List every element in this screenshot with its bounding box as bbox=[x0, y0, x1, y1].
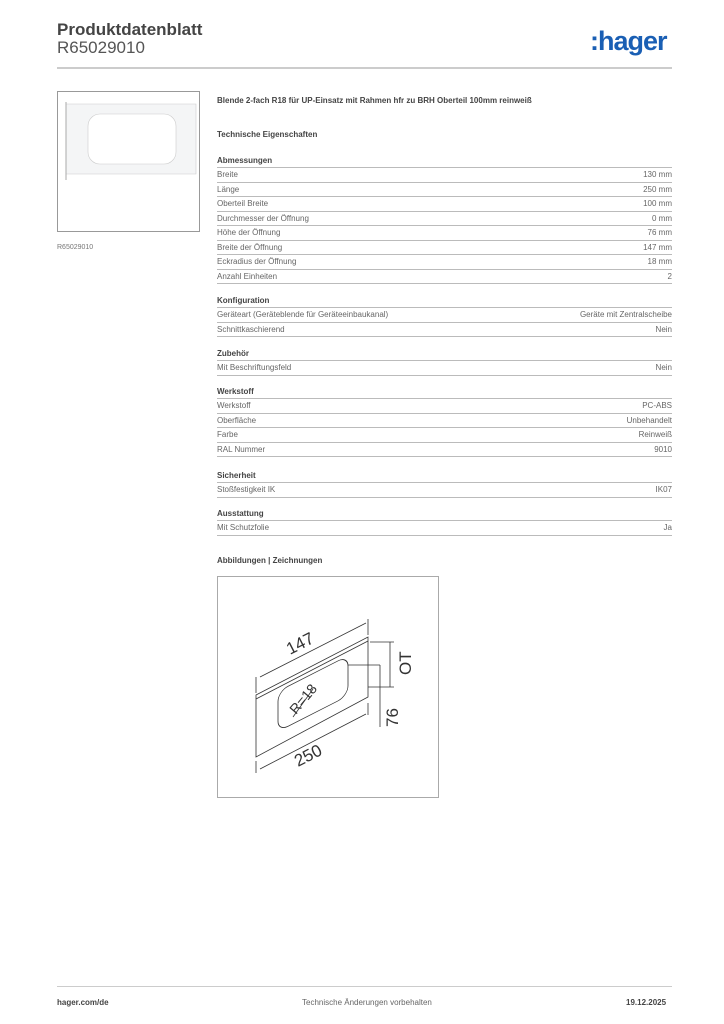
property-row bbox=[217, 414, 672, 429]
property-row bbox=[217, 443, 672, 458]
dim-width: 147 bbox=[283, 628, 318, 659]
property-value: 147 mm bbox=[643, 242, 672, 252]
property-value: 18 mm bbox=[647, 257, 672, 266]
figures-heading: Abbildungen | Zeichnungen bbox=[217, 556, 323, 565]
property-value: Reinweiß bbox=[638, 430, 672, 439]
property-label: Werkstoff bbox=[217, 401, 251, 410]
property-label: Breite der Öffnung bbox=[217, 242, 283, 252]
footer-date: 19.12.2025 bbox=[626, 998, 667, 1007]
section-heading: Abmessungen bbox=[217, 154, 672, 168]
property-value: PC-ABS bbox=[642, 401, 672, 410]
property-label: Länge bbox=[217, 184, 240, 194]
section-heading: Zubehör bbox=[217, 347, 672, 361]
property-row bbox=[217, 270, 672, 285]
property-value: 76 mm bbox=[647, 228, 672, 237]
property-value: Unbehandelt bbox=[626, 415, 672, 425]
tech-heading: Technische Eigenschaften bbox=[217, 130, 318, 139]
section-sicherheit bbox=[217, 469, 672, 498]
property-row bbox=[217, 399, 672, 414]
image-caption: R65029010 bbox=[57, 244, 94, 251]
property-row bbox=[217, 308, 672, 323]
property-label: Stoßfestigkeit IK bbox=[217, 485, 276, 494]
property-value: Ja bbox=[663, 523, 672, 532]
section-werkstoff bbox=[217, 385, 672, 457]
property-row bbox=[217, 255, 672, 270]
product-image bbox=[57, 91, 200, 232]
header-divider bbox=[57, 67, 672, 69]
property-label: Durchmesser der Öffnung bbox=[217, 213, 309, 223]
property-row bbox=[217, 241, 672, 256]
property-label: Geräteart (Geräteblende für Geräteeinbaukanal) bbox=[217, 310, 389, 319]
footer-disclaimer: Technische Änderungen vorbehalten bbox=[302, 998, 432, 1007]
hager-logo: :hager bbox=[590, 26, 667, 56]
property-row bbox=[217, 183, 672, 198]
dim-radius: R=18 bbox=[286, 680, 321, 717]
footer-website-link[interactable]: hager.com/de bbox=[57, 998, 109, 1007]
property-value: 130 mm bbox=[643, 170, 672, 179]
section-zubehör bbox=[217, 347, 672, 376]
section-konfiguration bbox=[217, 294, 672, 337]
logo-text: hager bbox=[598, 26, 667, 56]
section-ausstattung bbox=[217, 507, 672, 536]
section-abmessungen bbox=[217, 154, 672, 284]
footer-divider bbox=[57, 986, 672, 987]
property-label: Schnittkaschierend bbox=[217, 324, 285, 334]
property-row bbox=[217, 226, 672, 241]
property-value: 250 mm bbox=[643, 184, 672, 194]
property-label: RAL Nummer bbox=[217, 444, 266, 454]
property-row bbox=[217, 483, 672, 498]
property-value: Nein bbox=[655, 324, 672, 334]
product-title: Blende 2-fach R18 für UP-Einsatz mit Rahmen hfr zu BRH Oberteil 100mm reinweiß bbox=[217, 96, 532, 105]
property-row bbox=[217, 197, 672, 212]
property-row bbox=[217, 428, 672, 443]
property-value: 0 mm bbox=[652, 213, 672, 223]
section-heading: Konfiguration bbox=[217, 294, 672, 308]
property-label: Breite bbox=[217, 170, 238, 179]
property-row bbox=[217, 212, 672, 227]
dim-length: 250 bbox=[291, 740, 326, 771]
property-value: 2 bbox=[667, 271, 672, 281]
dim-height: 76 bbox=[383, 708, 402, 727]
property-label: Farbe bbox=[217, 430, 238, 439]
technical-drawing bbox=[217, 576, 439, 798]
property-label: Eckradius der Öffnung bbox=[217, 257, 297, 266]
property-value: Geräte mit Zentralscheibe bbox=[579, 310, 672, 319]
property-row bbox=[217, 361, 672, 376]
property-row bbox=[217, 521, 672, 536]
property-label: Anzahl Einheiten bbox=[217, 271, 278, 281]
property-value: 100 mm bbox=[643, 199, 672, 208]
property-label: Mit Schutzfolie bbox=[217, 523, 270, 532]
dim-ot: OT bbox=[396, 651, 415, 675]
section-heading: Ausstattung bbox=[217, 507, 672, 521]
property-label: Höhe der Öffnung bbox=[217, 228, 281, 237]
product-code: R65029010 bbox=[57, 38, 145, 57]
page-title: Produktdatenblatt bbox=[57, 20, 203, 39]
property-label: Oberteil Breite bbox=[217, 199, 269, 208]
section-heading: Werkstoff bbox=[217, 385, 672, 399]
property-label: Oberfläche bbox=[217, 415, 257, 425]
property-row bbox=[217, 168, 672, 183]
property-label: Mit Beschriftungsfeld bbox=[217, 363, 292, 372]
property-value: Nein bbox=[655, 363, 672, 372]
section-heading: Sicherheit bbox=[217, 469, 672, 483]
property-value: 9010 bbox=[654, 444, 672, 454]
property-value: IK07 bbox=[655, 485, 672, 494]
property-row bbox=[217, 323, 672, 338]
